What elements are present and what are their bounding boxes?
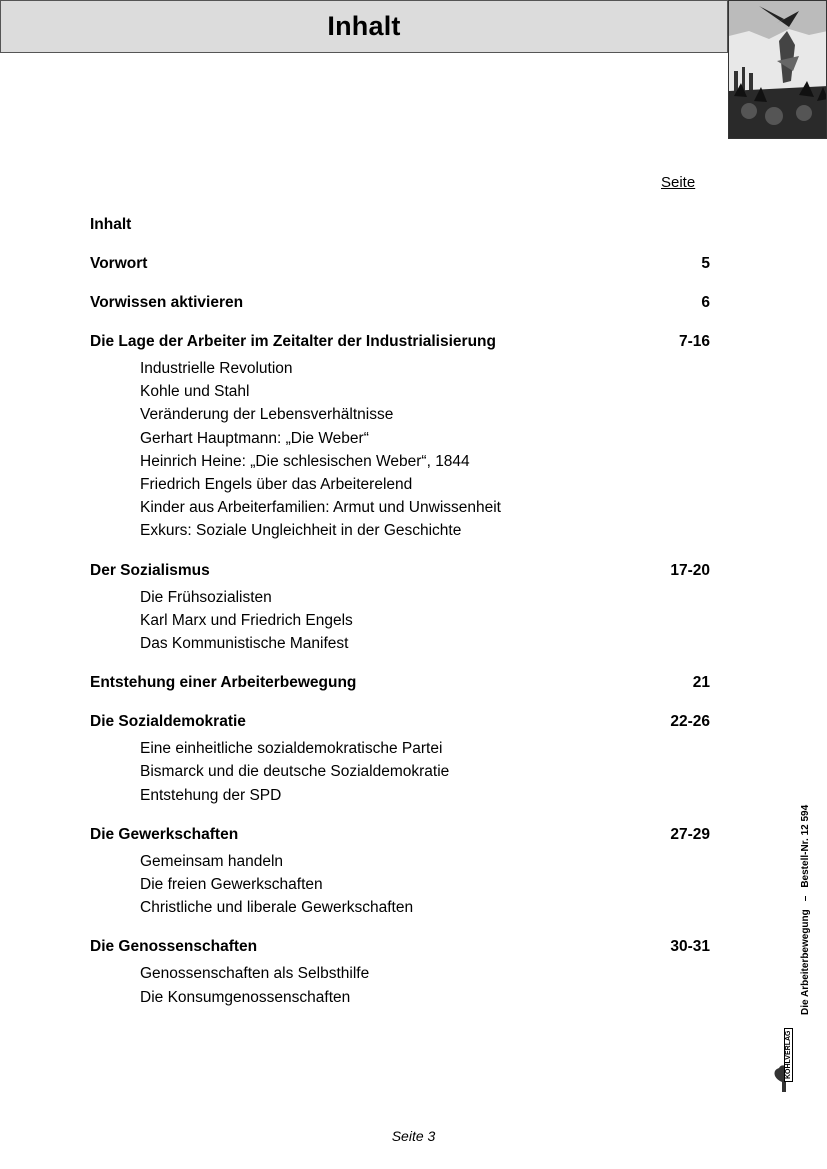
toc-section-heading — [90, 710, 710, 733]
toc-subsection-item: Die freien Gewerkschaften — [140, 876, 323, 894]
toc-section-title: Die Gewerkschaften — [90, 825, 239, 843]
toc-subsection-list — [140, 586, 710, 656]
table-of-contents — [90, 213, 710, 1025]
toc-subsection-item: Friedrich Engels über das Arbeiterelend — [140, 476, 413, 494]
toc-section-title: Vorwissen aktivieren — [90, 294, 244, 311]
publisher-name: KOHLVERLAG — [784, 1028, 793, 1082]
toc-section — [90, 330, 710, 543]
toc-subsection-item: Gemeinsam handeln — [140, 852, 284, 870]
toc-section-title: Die Genossenschaften — [90, 938, 258, 956]
toc-section-title: Die Sozialdemokratie — [90, 713, 246, 731]
toc-subsection-item: Karl Marx und Friedrich Engels — [140, 611, 353, 629]
toc-subsection-list — [140, 357, 710, 543]
toc-section-pages: 7-16 — [678, 333, 710, 350]
toc-subsection-item: Eine einheitliche sozialdemokratische Partei — [140, 740, 443, 758]
side-order-number: Bestell-Nr. 12 594 — [800, 804, 811, 888]
page-title: Inhalt — [327, 11, 401, 41]
toc-subsection-item: Die Frühsozialisten — [140, 588, 272, 606]
toc-subsection-item: Exkurs: Soziale Ungleichheit in der Geschichte — [140, 522, 462, 540]
toc-section — [90, 935, 710, 1008]
side-book-info — [800, 805, 811, 1015]
toc-section-heading — [90, 291, 710, 314]
toc-subsection-list — [140, 737, 710, 807]
toc-section-heading — [90, 935, 710, 958]
toc-section-heading — [90, 252, 710, 275]
toc-section-title: Die Lage der Arbeiter im Zeitalter der Industrialisierung — [90, 333, 496, 350]
toc-subsection-item: Gerhart Hauptmann: „Die Weber“ — [140, 429, 369, 447]
toc-section — [90, 823, 710, 920]
toc-section-pages: 6 — [701, 294, 710, 311]
toc-section-heading — [90, 330, 710, 353]
toc-subsection-list — [140, 962, 710, 1008]
page-number: Seite 3 — [391, 1128, 436, 1144]
side-separator: – — [800, 895, 811, 902]
page-column-header: Seite — [661, 174, 696, 191]
toc-subsection-item: Heinrich Heine: „Die schlesischen Weber“, 1844 — [140, 452, 470, 470]
toc-section — [90, 291, 710, 314]
toc-subsection-item: Kinder aus Arbeiterfamilien: Armut und Unwissenheit — [140, 499, 501, 517]
toc-subsection-item: Christliche und liberale Gewerkschaften — [140, 899, 414, 917]
toc-section-title: Der Sozialismus — [90, 561, 210, 579]
toc-subsection-item: Kohle und Stahl — [140, 383, 250, 401]
toc-subsection-item: Das Kommunistische Manifest — [140, 635, 349, 653]
toc-subsection-item: Veränderung der Lebensverhältnisse — [140, 406, 394, 424]
toc-section-title: Entstehung einer Arbeiterbewegung — [90, 674, 357, 692]
toc-subsection-item: Entstehung der SPD — [140, 786, 282, 804]
toc-section — [90, 710, 710, 807]
title-bar — [0, 0, 728, 53]
toc-section-heading — [90, 671, 710, 694]
toc-section-pages: 27-29 — [670, 825, 710, 843]
historical-illustration-icon — [728, 0, 827, 139]
toc-section-pages: 22-26 — [670, 713, 710, 731]
toc-section-pages: 17-20 — [670, 561, 710, 579]
publisher-logo — [771, 1020, 807, 1092]
toc-subsection-item: Genossenschaften als Selbsthilfe — [140, 965, 370, 983]
toc-section-title: Inhalt — [90, 216, 132, 233]
toc-subsection-item: Die Konsumgenossenschaften — [140, 988, 351, 1006]
toc-section-pages: 21 — [692, 674, 710, 692]
toc-section-pages: 30-31 — [670, 938, 710, 956]
toc-section — [90, 559, 710, 656]
toc-subsection-list — [140, 850, 710, 920]
toc-section-title: Vorwort — [90, 255, 148, 272]
toc-section-heading — [90, 559, 710, 582]
toc-subsection-item: Bismarck und die deutsche Sozialdemokratie — [140, 763, 450, 781]
toc-section-heading — [90, 213, 710, 236]
toc-section-heading — [90, 823, 710, 846]
toc-section-pages: 5 — [701, 255, 710, 272]
toc-section — [90, 213, 710, 236]
toc-section — [90, 671, 710, 694]
side-book-title: Die Arbeiterbewegung — [800, 909, 811, 1015]
toc-section — [90, 252, 710, 275]
toc-subsection-item: Industrielle Revolution — [140, 360, 293, 377]
